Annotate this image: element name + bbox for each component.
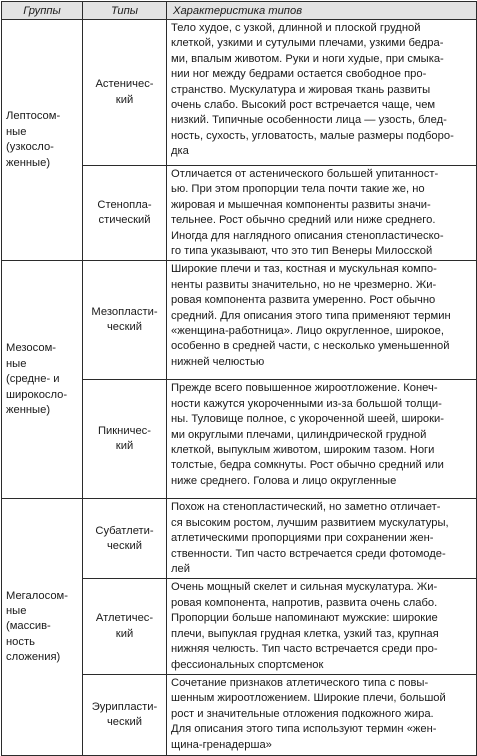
text-line: стический [98, 214, 151, 227]
text-line: Мезосом- [6, 342, 57, 355]
description-cell [167, 499, 477, 579]
type-cell [83, 499, 167, 579]
text-line: Прежде всего повышенное жироотложение. Конеч- [171, 382, 438, 395]
text-line: (средне- и [6, 373, 60, 386]
text-line: средний. Для описания этого типа применяют термин [171, 309, 451, 322]
description-cell [167, 261, 477, 380]
text-line: го типа указывают, что это тип Венеры Милосской [171, 245, 433, 258]
text-line: ческий [106, 539, 143, 552]
group-cell [2, 20, 83, 261]
text-line: ми, впалым животом. Руки и ноги худые, при смыка- [171, 52, 444, 65]
text-line: ниже среднего. Голова и лицо округленные [171, 474, 397, 487]
text-line: щина-гренадерша» [171, 738, 272, 751]
type-cell [83, 20, 167, 166]
group-cell [2, 499, 83, 755]
text-line: нижняя челюсть. Тип часто встречается среди про- [171, 643, 438, 656]
table-row [2, 261, 477, 380]
text-line: жировая и мышечная компоненты развиты значи- [171, 198, 431, 211]
text-line: Пикничес- [98, 425, 151, 438]
text-line: (массив- [6, 620, 51, 633]
text-line: кий [115, 93, 134, 106]
text-line: низкий. Типичные особенности лица — узость, блед- [171, 114, 447, 127]
text-line: очень слабо. Высокий рост встречается чаще, чем [171, 99, 436, 112]
text-line: Сочетание признаков атлетического типа с повы- [171, 676, 429, 689]
table-row [2, 20, 477, 166]
text-line: кий [115, 627, 134, 640]
text-line: ные [6, 605, 27, 618]
text-line: Эурипласти- [91, 700, 158, 713]
text-line: нижней челюстью [171, 355, 265, 368]
text-line: шенным жироотложением. Широкие плечи, большой [171, 692, 446, 705]
text-line: Астеничес- [95, 78, 154, 91]
text-line: клеткой, выпуклым животом, широким тазом. Ноги [171, 444, 435, 457]
text-line: ческий [106, 715, 143, 728]
header-groups: Группы [2, 2, 83, 20]
text-line: Отличается от астенического большей упитанност- [171, 168, 439, 180]
text-line: Очень мощный скелет и сильная мускулатура. Жи- [171, 581, 438, 594]
text-line: Широкие плечи и таз, костная и мускульная компо- [171, 263, 437, 276]
description-cell [167, 674, 477, 755]
text-line: (узкосло- [6, 141, 54, 154]
text-line: ные [6, 125, 27, 138]
text-line: ми округлыми плечами, цилиндрической грудной [171, 428, 427, 441]
text-line: дка [171, 145, 189, 158]
text-line: ся высоким ростом, лучшим развитием мускулатуры, [171, 516, 449, 529]
text-line: ровая компонента развита умеренно. Рост обычно [171, 294, 436, 307]
text-line: ности кажутся укороченными из-за большой толщи- [171, 397, 442, 410]
text-line: Лептосом- [6, 110, 61, 123]
text-line: ью. При этом пропорции тела почти такие же, но [171, 183, 425, 196]
text-line: плечи, выпуклая грудная клетка, узкий таз, крупная [171, 627, 439, 640]
text-line: особенно в средней части, с несколько уменьшенной [171, 340, 450, 353]
type-cell [83, 380, 167, 499]
text-line: широкосло- [6, 388, 68, 401]
type-cell [83, 261, 167, 380]
text-line: Стенопла- [97, 198, 152, 211]
text-line: клеткой, узкими и сутулыми плечами, узкими бедра- [171, 37, 444, 50]
text-line: тельнее. Рост обычно средний или ниже среднего. [171, 214, 436, 227]
text-line: ственности. Тип часто встречается среди фотомоде- [171, 547, 446, 560]
text-line: лей [171, 563, 190, 576]
text-line: ческий [106, 321, 143, 334]
text-line: толстые, бедра сомкнуты. Рост обычно средний или [171, 459, 444, 472]
text-line: нии ног между бедрами остается свободное про- [171, 68, 427, 81]
text-line: сложения) [6, 651, 61, 664]
text-line: Тело худое, с узкой, длинной и плоской грудной [171, 22, 421, 34]
group-cell [2, 261, 83, 499]
text-line: ровая компонента, напротив, развита очень слабо. [171, 596, 438, 609]
text-line: женные) [6, 156, 51, 169]
body-types-table [1, 1, 477, 756]
text-line: Субатлети- [95, 524, 154, 537]
text-line: Похож на стенопластический, но заметно отличает- [171, 501, 441, 514]
text-line: рост и значительные отложения подкожного жира. [171, 707, 434, 720]
text-line: атлетическими пропорциями при сохранении жен- [171, 532, 434, 545]
text-line: женные) [6, 404, 51, 417]
text-line: странство. Мускулатура и жировая ткань развиты [171, 83, 431, 96]
table-row [2, 499, 477, 579]
text-line: ные [6, 357, 27, 370]
table-header-row [2, 2, 477, 20]
header-types: Типы [83, 2, 167, 20]
text-line: Для описания этого типа используют термин «жен- [171, 723, 437, 736]
text-line: ны. Туловище полное, с укороченной шеей, широки- [171, 413, 445, 426]
description-cell [167, 579, 477, 674]
text-line: ненты развиты значительно, но не чрезмерно. Жи- [171, 278, 437, 291]
text-line: Пропорции больше напоминают мужские: широкие [171, 612, 438, 625]
type-cell [83, 166, 167, 261]
text-line: кий [115, 440, 134, 453]
text-line: фессиональных спортсменок [171, 658, 324, 671]
text-line: Атлетичес- [95, 612, 154, 625]
type-cell [83, 579, 167, 674]
description-cell [167, 166, 477, 261]
text-line: Мегалосом- [6, 589, 68, 602]
text-line: Мезопласти- [91, 306, 158, 319]
text-line: ность, сухость, угловатость, малые размеры подборо- [171, 129, 454, 142]
text-line: «женщина-работница». Лицо округленное, широкое, [171, 325, 444, 338]
description-cell [167, 380, 477, 499]
text-line: ность [6, 635, 35, 648]
text-line: Иногда для наглядного описания стенопластическо- [171, 229, 444, 242]
type-cell [83, 674, 167, 755]
header-characteristics: Характеристика типов [167, 2, 477, 20]
description-cell [167, 20, 477, 166]
